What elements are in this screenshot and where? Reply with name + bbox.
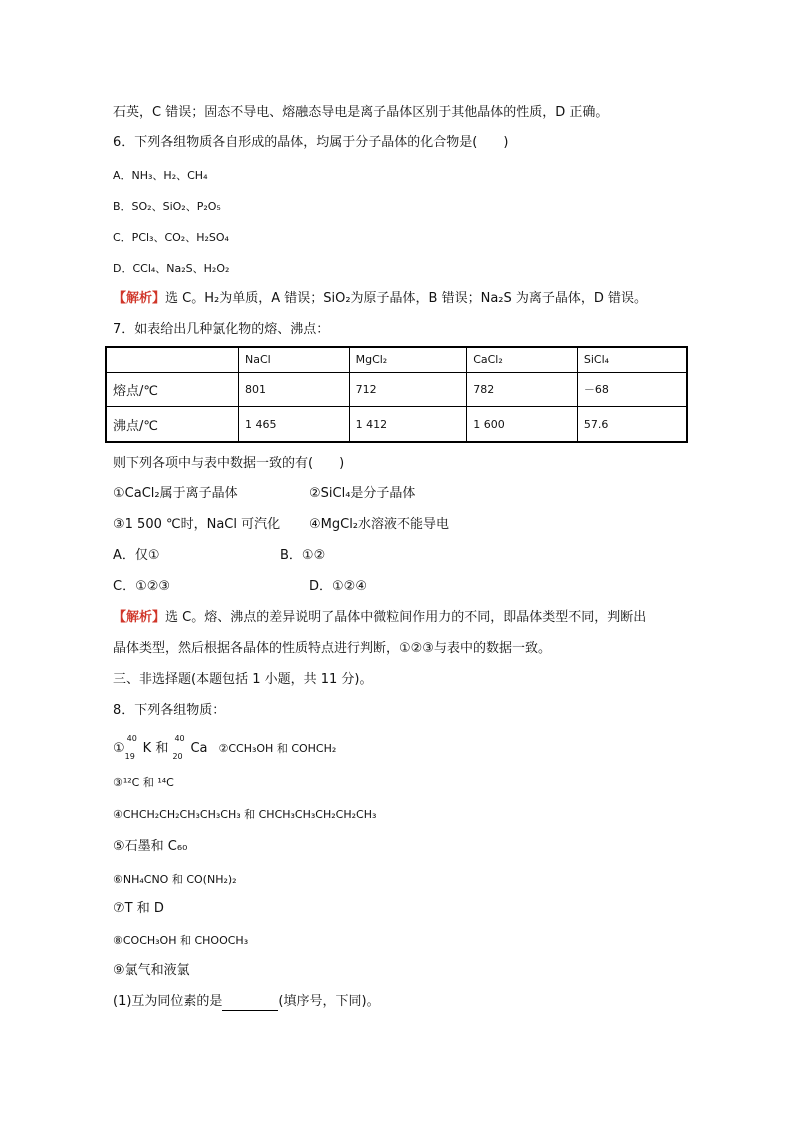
q8-item-9: ⑨氯气和液氯 [113,963,190,978]
question-7-stem: 7．如表给出几种氯化物的熔、沸点： [113,322,330,337]
table-cell: 熔点/℃ [106,372,238,407]
question-6-stem: 6．下列各组物质各自形成的晶体，均属于分子晶体的化合物是( ) [113,135,509,150]
mass-number: 40 [126,734,137,743]
section-3-heading: 三、非选择题(本题包括 1 小题，共 11 分)。 [113,672,373,687]
table-row [106,407,687,442]
table-cell: SiCl₄ [577,347,687,372]
q7-question: 则下列各项中与表中数据一致的有( ) [113,456,345,471]
table-cell: CaCl₂ [467,347,578,372]
table-cell: 712 [349,372,467,407]
conjunction: 和 [151,741,173,756]
table-cell: 782 [467,372,578,407]
atomic-number: 20 [172,752,183,761]
q7-statement-2: ②SiCl₄是分子晶体 [309,486,416,501]
table-cell: 57.6 [577,407,687,442]
q6-option-b: B．SO₂、SiO₂、P₂O₅ [113,200,221,213]
q8-item-5: ⑤石墨和 C₆₀ [113,839,188,854]
subquestion-note: (填序号，下同)。 [278,994,380,1009]
q6-analysis-text: 选 C。H₂为单质，A 错误；SiO₂为原子晶体，B 错误；Na₂S 为离子晶体，D 错误。 [165,291,648,306]
q6-option-a: A．NH₃、H₂、CH₄ [113,169,208,182]
element-symbol: Ca [190,741,208,756]
q8-subquestion-1 [113,993,380,1011]
table-cell: NaCl [238,347,349,372]
q8-item-8: ⑧COCH₃OH 和 CHOOCH₃ [113,934,249,947]
q7-option-d: D．①②④ [309,579,367,594]
table-header-row [106,347,687,372]
table-row [106,372,687,407]
analysis-tag: 【解析】 [113,610,166,625]
subquestion-text: (1)互为同位素的是 [113,994,223,1009]
q6-analysis [113,290,647,308]
table-cell: 沸点/℃ [106,407,238,442]
question-8-stem: 8．下列各组物质： [113,703,226,718]
q7-option-c: C．①②③ [113,579,171,594]
q8-item-2: ②CCH₃OH 和 COHCH₂ [207,742,337,755]
q8-item-3: ③¹²C 和 ¹⁴C [113,776,174,789]
q8-item-6: ⑥NH₄CNO 和 CO(NH₂)₂ [113,873,237,886]
q7-statement-3: ③1 500 ℃时，NaCl 可汽化 [113,517,281,532]
table-cell: 1 600 [467,407,578,442]
q7-statement-1: ①CaCl₂属于离子晶体 [113,486,238,501]
q6-option-c: C．PCl₃、CO₂、H₂SO₄ [113,231,229,244]
paragraph-continuation: 石英，C 错误；固态不导电、熔融态导电是离子晶体区别于其他晶体的性质，D 正确。 [113,105,609,120]
q7-analysis-text: 选 C。熔、沸点的差异说明了晶体中微粒间作用力的不同，即晶体类型不同，判断出 [165,610,647,625]
atomic-number: 19 [124,752,135,761]
isotope-k [124,734,143,761]
table-cell: 1 465 [238,407,349,442]
q7-statement-4: ④MgCl₂水溶液不能导电 [309,517,450,532]
table-cell: MgCl₂ [349,347,467,372]
table-cell: 1 412 [349,407,467,442]
item-marker: ① [113,741,125,756]
q7-analysis-line-2: 晶体类型，然后根据各晶体的性质特点进行判断，①②③与表中的数据一致。 [113,641,551,656]
table-cell: 801 [238,372,349,407]
q7-analysis-line-1 [113,609,646,627]
q8-item-7: ⑦T 和 D [113,901,164,916]
q7-option-b: B．①② [280,548,326,563]
q7-option-a: A．仅① [113,548,160,563]
element-symbol: K [142,741,152,756]
q6-option-d: D．CCl₄、Na₂S、H₂O₂ [113,262,230,275]
chloride-data-table [105,346,688,443]
q8-item-4: ④CHCH₂CH₂CH₃CH₃CH₃ 和 CHCH₃CH₃CH₂CH₂CH₃ [113,808,377,821]
q8-item-1 [113,734,337,761]
isotope-ca [172,734,190,761]
analysis-tag: 【解析】 [113,291,166,306]
table-cell [106,347,238,372]
table-cell: －68 [577,372,687,407]
answer-blank[interactable] [222,996,278,1011]
mass-number: 40 [174,734,185,743]
